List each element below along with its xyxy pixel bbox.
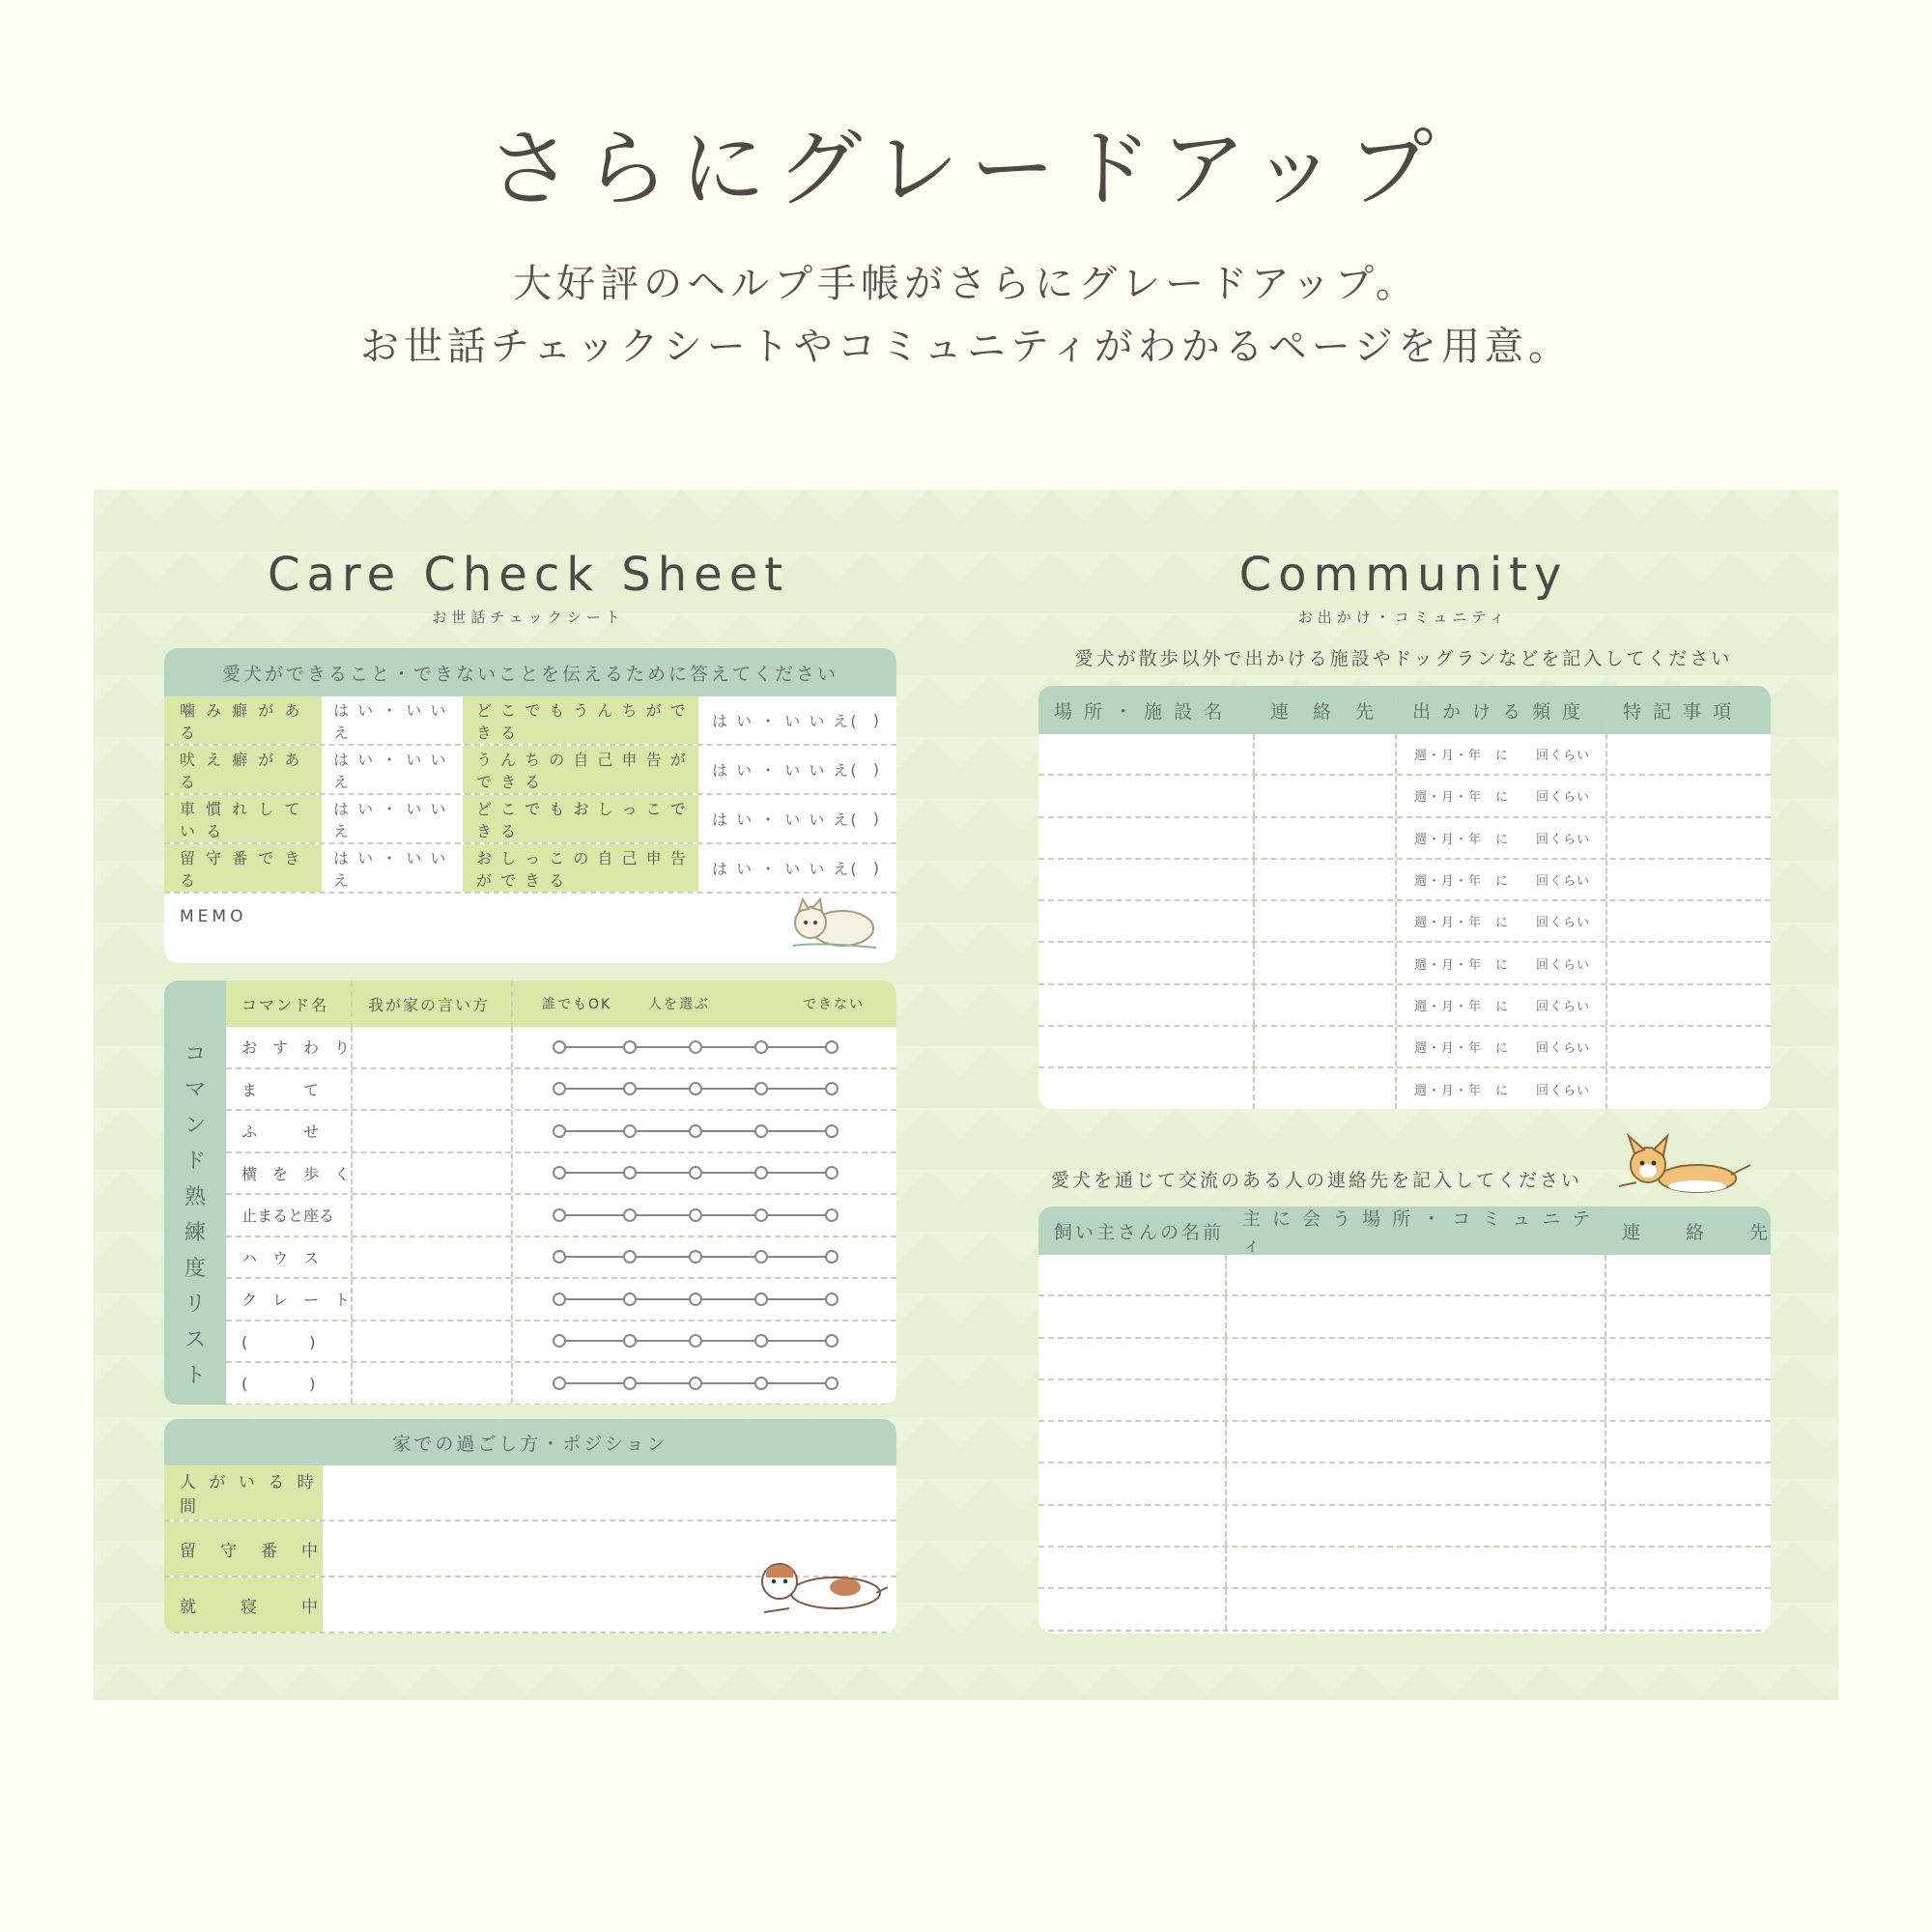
scale-point[interactable] xyxy=(690,1293,701,1305)
check-row xyxy=(164,844,896,894)
scale-point[interactable] xyxy=(554,1335,565,1347)
command-row xyxy=(226,1363,896,1405)
our-word-cell xyxy=(353,1363,513,1404)
contact-cell xyxy=(1606,1463,1771,1503)
scale-point[interactable] xyxy=(554,1251,565,1263)
outing-table-header xyxy=(1038,686,1771,734)
our-word-cell xyxy=(353,1111,513,1151)
outing-rows xyxy=(1038,734,1771,1109)
freq-unit: 週・月・年 に xyxy=(1414,874,1510,890)
freq-times: 回くらい xyxy=(1535,957,1590,973)
scale-point[interactable] xyxy=(826,1083,838,1094)
owner-cell xyxy=(1038,1296,1227,1336)
our-word-cell xyxy=(353,1279,513,1320)
check-row xyxy=(164,696,896,746)
contact-cell xyxy=(1606,1422,1771,1462)
outing-row xyxy=(1038,860,1771,901)
outing-row xyxy=(1038,985,1771,1027)
skill-scale xyxy=(513,1279,896,1320)
check-question: 留 守 番 で き る xyxy=(164,844,322,892)
frequency-cell xyxy=(1397,734,1607,774)
page-title: さらにグレードアップ xyxy=(487,119,1445,218)
rest-header: 家での過ごし方・ポジション xyxy=(164,1419,896,1465)
lead-line-2: お世話チェックシートやコミュニティがわかるページを用意。 xyxy=(360,325,1572,369)
frequency-cell xyxy=(1397,818,1607,858)
command-row xyxy=(226,1195,896,1237)
freq-times: 回くらい xyxy=(1535,916,1590,931)
contact-row xyxy=(1038,1422,1771,1463)
check-question: お し っ こ の 自 己 申 告 が で き る xyxy=(463,844,698,892)
freq-times: 回くらい xyxy=(1535,790,1590,806)
answer-options: は い ・ い い え( xyxy=(712,860,859,878)
contact-row xyxy=(1038,1463,1771,1505)
contact-cell xyxy=(1606,1548,1771,1587)
rest-label: 就 寝 中 xyxy=(164,1577,323,1632)
answer-paren: ) xyxy=(872,711,881,729)
preview-panel xyxy=(94,490,1838,1700)
col-cannot: できない xyxy=(803,997,865,1012)
answer-paren: ) xyxy=(872,859,881,877)
owner-cell xyxy=(1038,1339,1227,1378)
owner-cell xyxy=(1038,1422,1227,1462)
dog-illustration-3 xyxy=(1615,1132,1755,1205)
our-word-cell xyxy=(353,1027,513,1067)
contact-row xyxy=(1038,1296,1771,1338)
notes-cell xyxy=(1607,860,1771,899)
outing-row xyxy=(1038,901,1771,943)
scale-line[interactable] xyxy=(552,1163,851,1182)
skill-scale xyxy=(513,1363,896,1404)
side-char: リ xyxy=(184,1293,206,1317)
scale-line[interactable] xyxy=(552,1374,851,1393)
place-cell xyxy=(1038,901,1255,941)
scale-point[interactable] xyxy=(624,1083,636,1094)
command-name: ま て xyxy=(226,1069,353,1110)
freq-unit: 週・月・年 に xyxy=(1414,916,1510,931)
notes-cell xyxy=(1607,985,1771,1025)
dog-illustration-1 xyxy=(789,895,881,953)
col-place: 場 所 ・ 施 設 名 xyxy=(1038,686,1255,734)
scale-point[interactable] xyxy=(690,1167,701,1179)
our-word-cell xyxy=(353,1153,513,1194)
scale-point[interactable] xyxy=(624,1167,636,1179)
col-contact: 連 絡 先 xyxy=(1255,686,1397,734)
check-header: 愛犬ができること・できないことを伝えるために答えてください xyxy=(164,648,896,696)
place-cell xyxy=(1038,1027,1255,1066)
skill-scale xyxy=(513,1069,896,1110)
check-question: 車 慣 れ し て い る xyxy=(164,795,322,842)
scale-point[interactable] xyxy=(755,1293,767,1305)
scale-point[interactable] xyxy=(554,1083,565,1094)
scale-point[interactable] xyxy=(554,1293,565,1305)
contact-cell xyxy=(1606,1589,1771,1629)
freq-times: 回くらい xyxy=(1535,874,1590,890)
command-name: ク レ ー ト xyxy=(226,1279,353,1320)
scale-point[interactable] xyxy=(755,1251,767,1263)
scale-point[interactable] xyxy=(690,1041,701,1053)
owner-cell xyxy=(1038,1506,1227,1546)
lead-line-1: 大好評のヘルプ手帳がさらにグレードアップ。 xyxy=(513,262,1419,306)
meeting-cell xyxy=(1227,1548,1606,1587)
scale-point[interactable] xyxy=(554,1167,565,1179)
contact-cell xyxy=(1255,734,1397,774)
command-name: ( ) xyxy=(226,1363,353,1404)
scale-point[interactable] xyxy=(554,1378,565,1389)
rest-card xyxy=(164,1419,896,1634)
contact-row xyxy=(1038,1380,1771,1422)
outing-row xyxy=(1038,1027,1771,1068)
command-name: ふ せ xyxy=(226,1111,353,1151)
check-rows xyxy=(164,696,896,894)
contacts-table xyxy=(1038,1207,1771,1634)
dog-illustration-2 xyxy=(751,1550,891,1620)
outing-row xyxy=(1038,818,1771,860)
col-owner-name: 飼い主さんの名前 xyxy=(1038,1207,1227,1255)
owner-cell xyxy=(1038,1589,1227,1629)
notes-cell xyxy=(1607,818,1771,858)
frequency-cell xyxy=(1397,943,1607,982)
scale-point[interactable] xyxy=(755,1209,767,1221)
check-answer xyxy=(698,844,896,892)
place-cell xyxy=(1038,860,1255,899)
freq-unit: 週・月・年 に xyxy=(1414,790,1510,806)
answer-options: は い ・ い い え( xyxy=(712,761,859,780)
contact-row xyxy=(1038,1339,1771,1380)
contact-cell xyxy=(1606,1506,1771,1546)
side-char: ス xyxy=(184,1328,206,1352)
notes-cell xyxy=(1607,901,1771,941)
scale-point[interactable] xyxy=(826,1125,838,1137)
frequency-cell xyxy=(1397,1027,1607,1066)
freq-unit: 週・月・年 に xyxy=(1414,1083,1510,1098)
scale-point[interactable] xyxy=(826,1335,838,1347)
freq-unit: 週・月・年 に xyxy=(1414,832,1510,847)
scale-point[interactable] xyxy=(755,1125,767,1137)
command-row xyxy=(226,1111,896,1153)
scale-line[interactable] xyxy=(552,1247,851,1266)
scale-point[interactable] xyxy=(624,1378,636,1389)
check-answer xyxy=(698,746,896,793)
scale-line[interactable] xyxy=(552,1290,851,1309)
freq-unit: 週・月・年 に xyxy=(1414,1041,1510,1057)
command-head xyxy=(226,980,896,1027)
check-answer xyxy=(698,696,896,744)
owner-cell xyxy=(1038,1380,1227,1420)
freq-unit: 週・月・年 に xyxy=(1414,957,1510,973)
scale-point[interactable] xyxy=(755,1167,767,1179)
scale-point[interactable] xyxy=(690,1209,701,1221)
scale-point[interactable] xyxy=(690,1125,701,1137)
col-meeting-place: 主 に 会 う 場 所 ・ コ ミ ュ ニ テ ィ xyxy=(1227,1207,1606,1255)
frequency-cell xyxy=(1397,1068,1607,1108)
command-name: お す わ り xyxy=(226,1027,353,1067)
care-subtitle: お世話チェックシート xyxy=(432,609,625,626)
contacts-rows xyxy=(1038,1255,1771,1632)
scale-point[interactable] xyxy=(826,1041,838,1053)
side-char: 度 xyxy=(184,1257,206,1281)
command-row xyxy=(226,1069,896,1112)
memo-label: MEMO xyxy=(180,907,247,926)
col-frequency: 出 か け る 頻 度 xyxy=(1397,686,1607,734)
contact-row xyxy=(1038,1255,1771,1296)
our-word-cell xyxy=(353,1237,513,1278)
contact-row xyxy=(1038,1506,1771,1548)
side-char: ド xyxy=(184,1150,206,1174)
contact-cell xyxy=(1255,1068,1397,1108)
scale-point[interactable] xyxy=(624,1125,636,1137)
community-title: Community xyxy=(1238,548,1569,602)
col-command-name: コマンド名 xyxy=(226,980,353,1027)
contact-cell xyxy=(1606,1296,1771,1336)
scale-point[interactable] xyxy=(690,1335,701,1347)
notes-cell xyxy=(1607,1027,1771,1066)
outing-row xyxy=(1038,734,1771,776)
meeting-cell xyxy=(1227,1255,1606,1294)
owner-cell xyxy=(1038,1463,1227,1503)
meeting-cell xyxy=(1227,1589,1606,1629)
scale-point[interactable] xyxy=(690,1378,701,1389)
scale-point[interactable] xyxy=(826,1378,838,1389)
freq-times: 回くらい xyxy=(1535,832,1590,847)
scale-line[interactable] xyxy=(552,1079,851,1098)
check-answer: は い ・ い い え xyxy=(333,750,448,791)
scale-point[interactable] xyxy=(755,1378,767,1389)
command-row xyxy=(226,1027,896,1069)
outing-row xyxy=(1038,776,1771,817)
freq-times: 回くらい xyxy=(1535,1041,1590,1057)
scale-line[interactable] xyxy=(552,1331,851,1350)
scale-point[interactable] xyxy=(826,1167,838,1179)
place-cell xyxy=(1038,943,1255,982)
scale-point[interactable] xyxy=(826,1209,838,1221)
owner-cell xyxy=(1038,1548,1227,1587)
command-name: 止まると座る xyxy=(226,1195,353,1236)
side-char: 熟 xyxy=(184,1185,206,1209)
outing-row xyxy=(1038,943,1771,984)
frequency-cell xyxy=(1397,985,1607,1025)
meeting-cell xyxy=(1227,1380,1606,1420)
check-question: ど こ で も お し っ こ で き る xyxy=(463,795,698,842)
check-row xyxy=(164,795,896,844)
side-char: ト xyxy=(184,1364,206,1388)
scale-point[interactable] xyxy=(826,1251,838,1263)
meeting-cell xyxy=(1227,1339,1606,1378)
notes-cell xyxy=(1607,1068,1771,1108)
scale-point[interactable] xyxy=(624,1209,636,1221)
scale-line[interactable] xyxy=(552,1122,851,1141)
scale-point[interactable] xyxy=(624,1335,636,1347)
place-cell xyxy=(1038,1068,1255,1108)
side-char: マ xyxy=(184,1078,206,1102)
scale-point[interactable] xyxy=(690,1083,701,1094)
check-row xyxy=(164,746,896,795)
place-cell xyxy=(1038,818,1255,858)
our-word-cell xyxy=(353,1321,513,1362)
side-char: 練 xyxy=(184,1221,206,1245)
community-subtitle: お出かけ・コミュニティ xyxy=(1297,609,1510,626)
command-name: ( ) xyxy=(226,1321,353,1362)
contact-cell xyxy=(1255,776,1397,815)
meeting-cell xyxy=(1227,1296,1606,1336)
check-answer: は い ・ い い え xyxy=(333,848,448,890)
contact-cell xyxy=(1255,943,1397,982)
scale-point[interactable] xyxy=(624,1293,636,1305)
check-question: 噛 み 癖 が あ る xyxy=(164,696,322,744)
scale-point[interactable] xyxy=(826,1293,838,1305)
check-answer xyxy=(698,795,896,842)
answer-options: は い ・ い い え( xyxy=(712,712,859,730)
col-our-word: 我が家の言い方 xyxy=(353,980,513,1027)
check-question: う ん ち の 自 己 申 告 が で き る xyxy=(463,746,698,793)
community-note-1: 愛犬が散歩以外で出かける施設やドッグランなどを記入してください xyxy=(1074,648,1733,669)
contact-cell xyxy=(1606,1255,1771,1294)
freq-times: 回くらい xyxy=(1535,999,1590,1014)
command-name: 横 を 歩 く xyxy=(226,1153,353,1194)
contact-cell xyxy=(1255,985,1397,1025)
skill-scale xyxy=(513,1237,896,1278)
contact-row xyxy=(1038,1548,1771,1589)
our-word-cell xyxy=(353,1069,513,1110)
check-answer: は い ・ い い え xyxy=(333,700,448,742)
command-row xyxy=(226,1153,896,1196)
skill-scale xyxy=(513,1153,896,1194)
contact-row xyxy=(1038,1589,1771,1631)
owner-cell xyxy=(1038,1255,1227,1294)
place-cell xyxy=(1038,985,1255,1025)
rest-row xyxy=(164,1465,896,1521)
command-card xyxy=(164,980,896,1405)
contacts-table-header xyxy=(1038,1207,1771,1255)
contact-cell xyxy=(1606,1339,1771,1378)
meeting-cell xyxy=(1227,1422,1606,1462)
col-choose: 人を選ぶ xyxy=(648,997,710,1012)
answer-paren: ) xyxy=(872,760,881,779)
command-side-label xyxy=(164,980,226,1405)
answer-options: は い ・ い い え( xyxy=(712,810,859,829)
check-question: 吠 え 癖 が あ る xyxy=(164,746,322,793)
outing-row xyxy=(1038,1068,1771,1109)
col-contact-2: 連 絡 先 xyxy=(1622,1221,1771,1243)
scale-point[interactable] xyxy=(554,1041,565,1053)
freq-unit: 週・月・年 に xyxy=(1414,749,1510,764)
contact-cell xyxy=(1255,1027,1397,1066)
meeting-cell xyxy=(1227,1506,1606,1546)
notes-cell xyxy=(1607,943,1771,982)
meeting-cell xyxy=(1227,1463,1606,1503)
skill-scale xyxy=(513,1027,896,1067)
scale-point[interactable] xyxy=(554,1209,565,1221)
command-name: ハ ウ ス xyxy=(226,1237,353,1278)
contact-cell xyxy=(1606,1380,1771,1420)
our-word-cell xyxy=(353,1195,513,1236)
frequency-cell xyxy=(1397,901,1607,941)
skill-scale xyxy=(513,1195,896,1236)
place-cell xyxy=(1038,734,1255,774)
command-row xyxy=(226,1279,896,1321)
check-card xyxy=(164,648,896,963)
scale-point[interactable] xyxy=(690,1251,701,1263)
scale-point[interactable] xyxy=(755,1083,767,1094)
scale-line[interactable] xyxy=(552,1037,851,1057)
side-char: ン xyxy=(184,1114,206,1138)
command-row xyxy=(226,1237,896,1280)
freq-times: 回くらい xyxy=(1535,1083,1590,1098)
check-answer: は い ・ い い え xyxy=(333,799,448,840)
notes-cell xyxy=(1607,776,1771,815)
outing-table xyxy=(1038,686,1771,1109)
notes-cell xyxy=(1607,734,1771,774)
col-notes: 特 記 事 項 xyxy=(1623,700,1735,723)
care-title: Care Check Sheet xyxy=(267,548,790,602)
contact-cell xyxy=(1255,901,1397,941)
scale-point[interactable] xyxy=(755,1335,767,1347)
contact-cell xyxy=(1255,818,1397,858)
scale-point[interactable] xyxy=(554,1125,565,1137)
check-question: ど こ で も う ん ち が で き る xyxy=(463,696,698,744)
rest-label: 人 が い る 時 間 xyxy=(164,1465,323,1520)
col-anyone: 誰でもOK xyxy=(542,997,612,1012)
scale-point[interactable] xyxy=(755,1041,767,1053)
skill-scale xyxy=(513,1111,896,1151)
command-row xyxy=(226,1321,896,1364)
freq-unit: 週・月・年 に xyxy=(1414,999,1510,1014)
freq-times: 回くらい xyxy=(1535,749,1590,764)
rest-label: 留 守 番 中 xyxy=(164,1521,323,1576)
frequency-cell xyxy=(1397,860,1607,899)
side-char: コ xyxy=(184,1042,206,1066)
command-rows xyxy=(226,1027,896,1405)
scale-point[interactable] xyxy=(624,1251,636,1263)
scale-line[interactable] xyxy=(552,1206,851,1225)
community-note-2: 愛犬を通じて交流のある人の連絡先を記入してください xyxy=(1050,1170,1582,1191)
contact-cell xyxy=(1255,860,1397,899)
answer-paren: ) xyxy=(872,810,881,828)
skill-scale xyxy=(513,1321,896,1362)
scale-point[interactable] xyxy=(624,1041,636,1053)
frequency-cell xyxy=(1397,776,1607,815)
place-cell xyxy=(1038,776,1255,815)
